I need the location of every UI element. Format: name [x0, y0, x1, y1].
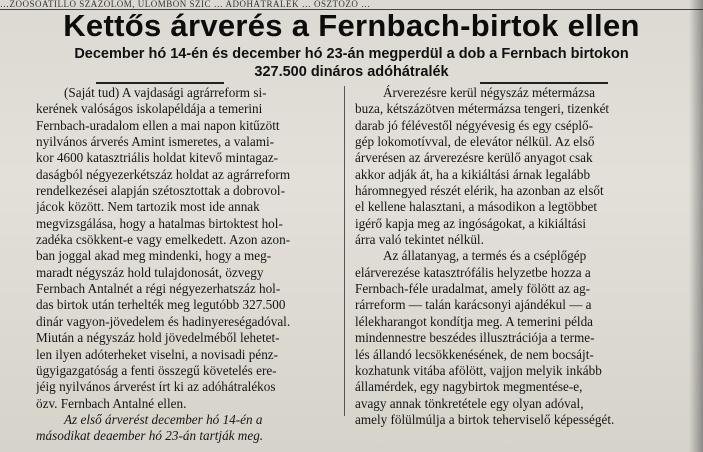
text-line: kor 4600 katasztriális holdat kitevő mintagaz-	[36, 150, 279, 166]
text-line: Miután a négyszáz hold jövedelméből lehetet-	[36, 330, 280, 346]
text-line: özv. Fernbach Antalné ellen.	[36, 395, 187, 411]
article-column-left	[36, 85, 336, 445]
text-line: háromnegyed részét elérik, ha azonban az elsőt	[355, 183, 604, 199]
subheadline-rule-left	[96, 82, 224, 84]
text-line: gép lokomotívval, de elevátor nélkül. Az első	[355, 134, 595, 150]
text-line: Az állatanyag, a termés és a cséplőgép	[383, 248, 587, 264]
text-line: jéig nyilvános árverést írt ki az adóhátralékos	[36, 379, 276, 395]
article-subheadline	[0, 45, 703, 81]
text-line: avagy annak tönkretétele egy olyan adóval,	[355, 395, 584, 411]
text-line: Fernbach Antalnét a régi négyezerhatszáz hol-	[36, 281, 281, 297]
text-line: kerének valóságos iskolapéldája a temerini	[36, 101, 263, 117]
text-line: daságból négyezerkétszáz holdat az agrárreform	[36, 166, 291, 182]
text-line: buza, kétszázötven métermázsa tengeri, tizenkét	[355, 101, 610, 117]
text-line: jácok között. Nem tartozik most ide annak	[36, 199, 260, 215]
article-column-right	[355, 85, 685, 428]
text-line: rendelkezései alapján szétosztottak a dobrovol-	[36, 183, 285, 199]
text-line: megvizsgálása, hogy a hatalmas birtoktest hol-	[36, 215, 283, 231]
text-line: Fernbach-féle uradalmat, amely fölött az ag-	[355, 281, 591, 297]
text-line: kozhatunk vitába afölött, vajjon melyik inkább	[355, 362, 602, 378]
text-line: rárreform — talán karácsonyi ajándékul — a	[355, 297, 592, 313]
text-line: államérdek, egy nagybirtok megmentése-e,	[355, 379, 583, 395]
text-line: akkor adják át, ha a kikiáltási árnak legalább	[355, 166, 591, 182]
text-line: amely fölülmúlja a birtok teherviselő képességét.	[355, 411, 615, 427]
text-line: ügyigazgatóság a fenti összegű követelés ere-	[36, 362, 277, 378]
page-edge-shadow	[689, 0, 703, 452]
text-line: el kellene halasztani, a másodikon a legtöbbet	[355, 199, 598, 215]
text-line: maradt négyszáz hold tulajdonosát, özvegy	[36, 264, 264, 280]
closing-line: másodikat deaember hó 23-án tartják meg.	[36, 428, 264, 444]
column-divider	[344, 86, 345, 416]
text-line: igérő kapja meg az ingóságokat, a kikiáltási	[355, 215, 587, 231]
article-headline: Kettős árverés a Fernbach-birtok ellen	[63, 8, 640, 43]
text-line: árra való tekintet nélkül.	[355, 232, 484, 248]
text-line: zadéka csökkent-e vagy emelkedett. Azon azon-	[36, 232, 291, 248]
text-line: lélekharangot kondítja meg. A temerini példa	[355, 313, 594, 329]
text-line: elárverezése katasztrófális helyzetbe hozza a	[355, 264, 591, 280]
text-line: mindennestre beszédes illusztrációja a terme-	[355, 330, 595, 346]
subheadline-line-1: December hó 14-én és december hó 23-án megperdül a dob a Fernbach birtokon	[74, 46, 629, 62]
subheadline-line-2: 327.500 dináros adóhátralék	[254, 64, 449, 80]
text-line: Árverezésre kerül négyszáz métermázsa	[383, 85, 595, 100]
text-line: (Saját tud) A vajdasági agrárreform si-	[64, 85, 267, 100]
subheadline-rule-right	[480, 82, 608, 84]
text-line: ban joggal akad meg mindenki, hogy a meg-	[36, 248, 272, 264]
text-line: árverésen az árverezésre kerülő anyagot csak	[355, 150, 593, 166]
text-line: dinár vagyon-jövedelem és hadinyereségadóval.	[36, 313, 291, 329]
text-line: Fernbach-uradalom ellen a mai napon kitűzött	[36, 117, 280, 133]
text-line: das birtok után terhelték meg legutóbb 327.500	[36, 297, 286, 313]
header-strip: …ZOOSOATILLO SZÁZOLOM, ULOMBON SZIC … ADÓHÁTRALÉK … OSZTOZÓ …	[0, 0, 703, 10]
closing-line: Az első árverést december hó 14-én a	[64, 411, 263, 427]
text-line: nyilvános árverés Amint ismeretes, a valami-	[36, 134, 275, 150]
text-line: len ilyen adóterheket viselni, a novisadi pénz-	[36, 346, 279, 362]
text-line: darab jó félévestől négyévesig és egy cséplő-	[355, 117, 594, 133]
text-line: lés állandó lecsökkenésének, de nem bocsájt-	[355, 346, 594, 362]
